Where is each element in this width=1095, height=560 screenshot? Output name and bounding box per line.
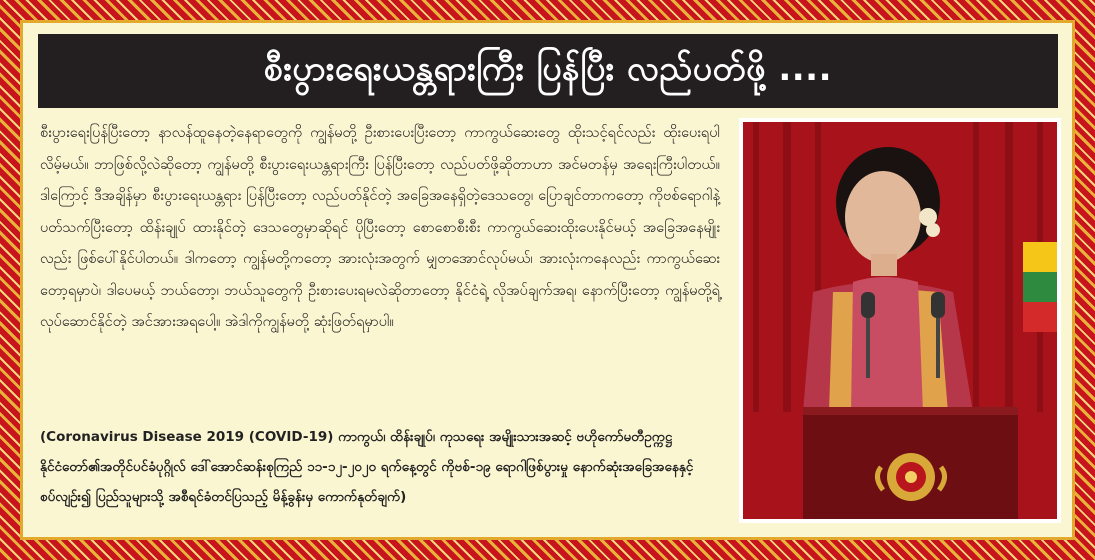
quote-paragraph: စီးပွားရေးပြန်ပြီးတော့ နာလန်ထူနေတဲ့နေရာတွေကို ကျွန်မတို့ ဦးစားပေးပြီးတော့ ကာကွယ်ဆေးတွေ ထိုးသင့်ရင်လည်း ထိုးပေးရပါလိမ့်မယ်။ ဘာဖြစ်လို့လဲဆိုတော့ ကျွန်မတို့ စီးပွားရေးယန္တရားကြီး ပြန်ပြီးတော့ လည်ပတ်ဖို့ဆိုတာဟာ အင်မတန်မှ အရေးကြီးပါတယ်။ ဒါကြောင့် ဒီအချိန်မှာ စီးပွားရေးယန္တရား ပြန်ပြီးတော့ လည်ပတ်နိုင်တဲ့ အခြေအနေရှိတဲ့ဒေသတွေ၊ ပြောချင်တာကတော့ ကိုဗစ်ရောဂါနဲ့ပတ်သက်ပြီးတော့ ထိန်းချုပ် ထားနိုင်တဲ့ ဒေသတွေမှာဆိုရင် ပိုပြီးတော့ စောစောစီးစီး ကာကွယ်ဆေးထိုးပေးနိုင်မယ့် အခြေအနေမျိုးလည်း ဖြစ်ပေါ်နိုင်ပါတယ်။ ဒါကတော့ ကျွန်မတို့ကတော့ အားလုံးအတွက် မျှတအောင်လုပ်မယ်၊ အားလုံးကနေလည်း ကာကွယ်ဆေးတော့ရမှာပဲ၊ ဒါပေမယ့် ဘယ်တော့၊ ဘယ်သူတွေကို ဦးစားပေးရမလဲဆိုတာတော့ နိုင်ငံရဲ့ လိုအပ်ချက်အရ၊ နောက်ပြီးတော့ ကျွန်မတို့ရဲ့ လုပ်ဆောင်နိုင်တဲ့ အင်အားအရပေါ့။ အဲဒါကိုကျွန်မတို့ ဆုံးဖြတ်ရမှာပါ။ xyxy=(40,125,720,330)
portrait-photo-icon xyxy=(743,122,1057,519)
source-caption: (Coronavirus Disease 2019 (COVID-19) ကာကွယ်၊ ထိန်းချုပ်၊ ကုသရေး အမျိုးသားအဆင့် ဗဟိုကော်မတီဥက္ကဋ္ဌ နိုင်ငံတော်၏အတိုင်ပင်ခံပုဂ္ဂိုလ် ဒေါ်အောင်ဆန်းစုကြည် ၁၁-၁၂-၂၀၂၀ ရက်နေ့တွင် ကိုဗစ်-၁၉ ရောဂါဖြစ်ပွားမှု နောက်ဆုံးအခြေအနေနှင့် စပ်လျဉ်း၍ ပြည်သူများသို့ အစီရင်ခံတင်ပြသည့် မိန့်ခွန်းမှ ကောက်နုတ်ချက်) xyxy=(40,429,694,505)
headline-text: စီးပွားရေးယန္တရားကြီး ပြန်ပြီး လည်ပတ်ဖို့ .... xyxy=(264,48,832,89)
speaker-photo xyxy=(739,118,1061,523)
headline-bar xyxy=(38,34,1058,108)
